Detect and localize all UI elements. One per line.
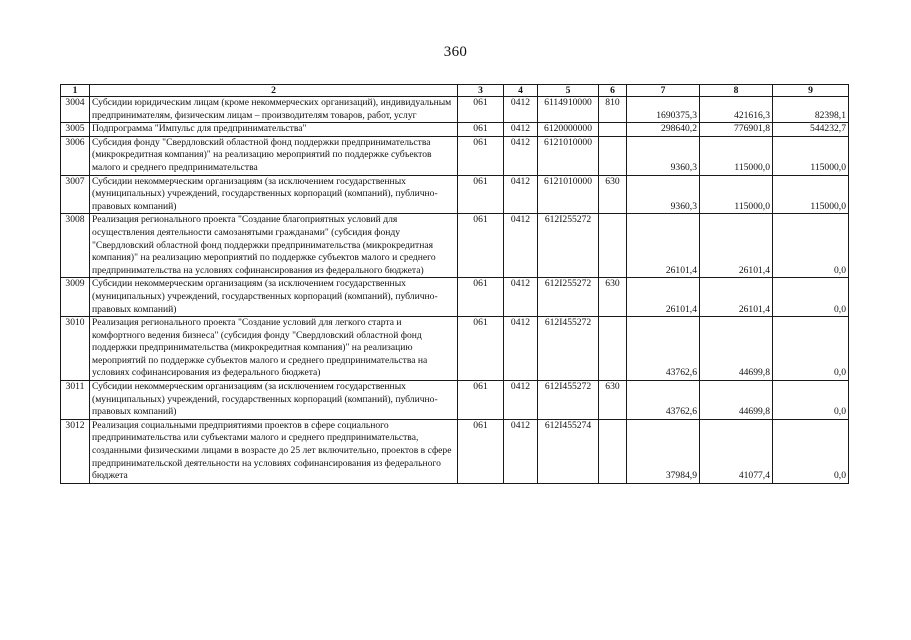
column-header: 2 <box>90 85 458 97</box>
target-article-cell: 6114910000 <box>538 97 599 123</box>
section-code-cell: 0412 <box>504 97 538 123</box>
amount-cell: 9360,3 <box>627 175 700 214</box>
amount-cell: 115000,0 <box>700 175 773 214</box>
row-number-cell: 3007 <box>61 175 90 214</box>
expense-type-cell: 810 <box>599 97 627 123</box>
budget-table <box>60 84 849 484</box>
amount-cell: 115000,0 <box>773 175 849 214</box>
amount-cell: 298640,2 <box>627 123 700 137</box>
section-code-cell: 0412 <box>504 278 538 317</box>
column-header: 1 <box>61 85 90 97</box>
table-row <box>61 317 849 381</box>
table-row <box>61 278 849 317</box>
target-article-cell: 6120000000 <box>538 123 599 137</box>
row-number-cell: 3012 <box>61 419 90 483</box>
column-header: 8 <box>700 85 773 97</box>
admin-code-cell: 061 <box>458 97 504 123</box>
section-code-cell: 0412 <box>504 175 538 214</box>
row-name-cell: Реализация социальными предприятиями проектов в сфере социального предпринимательства или субъектами малого и среднего предпринимательства, созданными физическими лицами в возрасте до 25 лет включительно, проектов в сфере предпринимательской деятельности на условиях софинансирования из федерального бюджета <box>90 419 458 483</box>
amount-cell: 776901,8 <box>700 123 773 137</box>
admin-code-cell: 061 <box>458 278 504 317</box>
amount-cell: 26101,4 <box>627 278 700 317</box>
amount-cell: 43762,6 <box>627 317 700 381</box>
amount-cell: 82398,1 <box>773 97 849 123</box>
expense-type-cell: 630 <box>599 175 627 214</box>
row-name-cell: Субсидия фонду "Свердловский областной фонд поддержки предпринимательства (микрокредитная компания)" на реализацию мероприятий по поддержке субъектов малого и среднего предпринимательства <box>90 136 458 175</box>
amount-cell: 544232,7 <box>773 123 849 137</box>
section-code-cell: 0412 <box>504 123 538 137</box>
admin-code-cell: 061 <box>458 136 504 175</box>
row-number-cell: 3006 <box>61 136 90 175</box>
row-name-cell: Субсидии некоммерческим организациям (за исключением государственных (муниципальных) учреждений, государственных корпораций (компаний), публично-правовых компаний) <box>90 278 458 317</box>
column-header: 3 <box>458 85 504 97</box>
section-code-cell: 0412 <box>504 317 538 381</box>
column-header: 7 <box>627 85 700 97</box>
amount-cell: 26101,4 <box>627 214 700 278</box>
table-row <box>61 419 849 483</box>
amount-cell: 0,0 <box>773 419 849 483</box>
amount-cell: 44699,8 <box>700 317 773 381</box>
amount-cell: 44699,8 <box>700 381 773 420</box>
amount-cell: 26101,4 <box>700 278 773 317</box>
row-name-cell: Субсидии некоммерческим организациям (за исключением государственных (муниципальных) учреждений, государственных корпораций (компаний), публично-правовых компаний) <box>90 381 458 420</box>
column-header: 9 <box>773 85 849 97</box>
target-article-cell: 612I255272 <box>538 278 599 317</box>
amount-cell: 0,0 <box>773 278 849 317</box>
amount-cell: 115000,0 <box>700 136 773 175</box>
page-number: 360 <box>443 44 468 60</box>
table-row <box>61 381 849 420</box>
amount-cell: 37984,9 <box>627 419 700 483</box>
expense-type-cell <box>599 123 627 137</box>
row-name-cell: Реализация регионального проекта "Создание условий для легкого старта и комфортного ведения бизнеса" (субсидия фонду "Свердловский областной фонд поддержки предпринимательства (микрокредитная компания)" на реализацию мероприятий по поддержке субъектов малого и среднего предпринимательства на условиях софинансирования из федерального бюджета) <box>90 317 458 381</box>
row-number-cell: 3009 <box>61 278 90 317</box>
amount-cell: 43762,6 <box>627 381 700 420</box>
expense-type-cell <box>599 214 627 278</box>
amount-cell: 115000,0 <box>773 136 849 175</box>
amount-cell: 26101,4 <box>700 214 773 278</box>
section-code-cell: 0412 <box>504 136 538 175</box>
target-article-cell: 612I455272 <box>538 317 599 381</box>
amount-cell: 9360,3 <box>627 136 700 175</box>
expense-type-cell <box>599 136 627 175</box>
row-number-cell: 3008 <box>61 214 90 278</box>
admin-code-cell: 061 <box>458 123 504 137</box>
row-name-cell: Субсидии некоммерческим организациям (за исключением государственных (муниципальных) учреждений, государственных корпораций (компаний), публично-правовых компаний) <box>90 175 458 214</box>
table-row <box>61 97 849 123</box>
row-number-cell: 3005 <box>61 123 90 137</box>
expense-type-cell: 630 <box>599 278 627 317</box>
section-code-cell: 0412 <box>504 214 538 278</box>
table-row <box>61 123 849 137</box>
target-article-cell: 6121010000 <box>538 136 599 175</box>
target-article-cell: 6121010000 <box>538 175 599 214</box>
amount-cell: 0,0 <box>773 317 849 381</box>
target-article-cell: 612I455272 <box>538 381 599 420</box>
table-header-row <box>61 85 849 97</box>
column-header: 6 <box>599 85 627 97</box>
row-number-cell: 3011 <box>61 381 90 420</box>
section-code-cell: 0412 <box>504 381 538 420</box>
row-number-cell: 3010 <box>61 317 90 381</box>
target-article-cell: 612I255272 <box>538 214 599 278</box>
admin-code-cell: 061 <box>458 214 504 278</box>
admin-code-cell: 061 <box>458 381 504 420</box>
amount-cell: 0,0 <box>773 381 849 420</box>
row-name-cell: Субсидии юридическим лицам (кроме некоммерческих организаций), индивидуальным предпринимателям, физическим лицам – производителям товаров, работ, услуг <box>90 97 458 123</box>
target-article-cell: 612I455274 <box>538 419 599 483</box>
expense-type-cell <box>599 419 627 483</box>
row-name-cell: Реализация регионального проекта "Создание благоприятных условий для осуществления деятельности самозанятыми гражданами" (субсидия фонду "Свердловский областной фонд поддержки предпринимательства (микрокредитная компания)" на реализацию мероприятий по поддержке субъектов малого и среднего предпринимательства на условиях софинансирования из федерального бюджета) <box>90 214 458 278</box>
row-name-cell: Подпрограмма "Импульс для предпринимательства" <box>90 123 458 137</box>
expense-type-cell <box>599 317 627 381</box>
column-header: 4 <box>504 85 538 97</box>
expense-type-cell: 630 <box>599 381 627 420</box>
table-row <box>61 175 849 214</box>
column-header: 5 <box>538 85 599 97</box>
amount-cell: 0,0 <box>773 214 849 278</box>
amount-cell: 41077,4 <box>700 419 773 483</box>
row-number-cell: 3004 <box>61 97 90 123</box>
table-row <box>61 136 849 175</box>
table-row <box>61 214 849 278</box>
admin-code-cell: 061 <box>458 175 504 214</box>
admin-code-cell: 061 <box>458 317 504 381</box>
amount-cell: 1690375,3 <box>627 97 700 123</box>
admin-code-cell: 061 <box>458 419 504 483</box>
section-code-cell: 0412 <box>504 419 538 483</box>
amount-cell: 421616,3 <box>700 97 773 123</box>
